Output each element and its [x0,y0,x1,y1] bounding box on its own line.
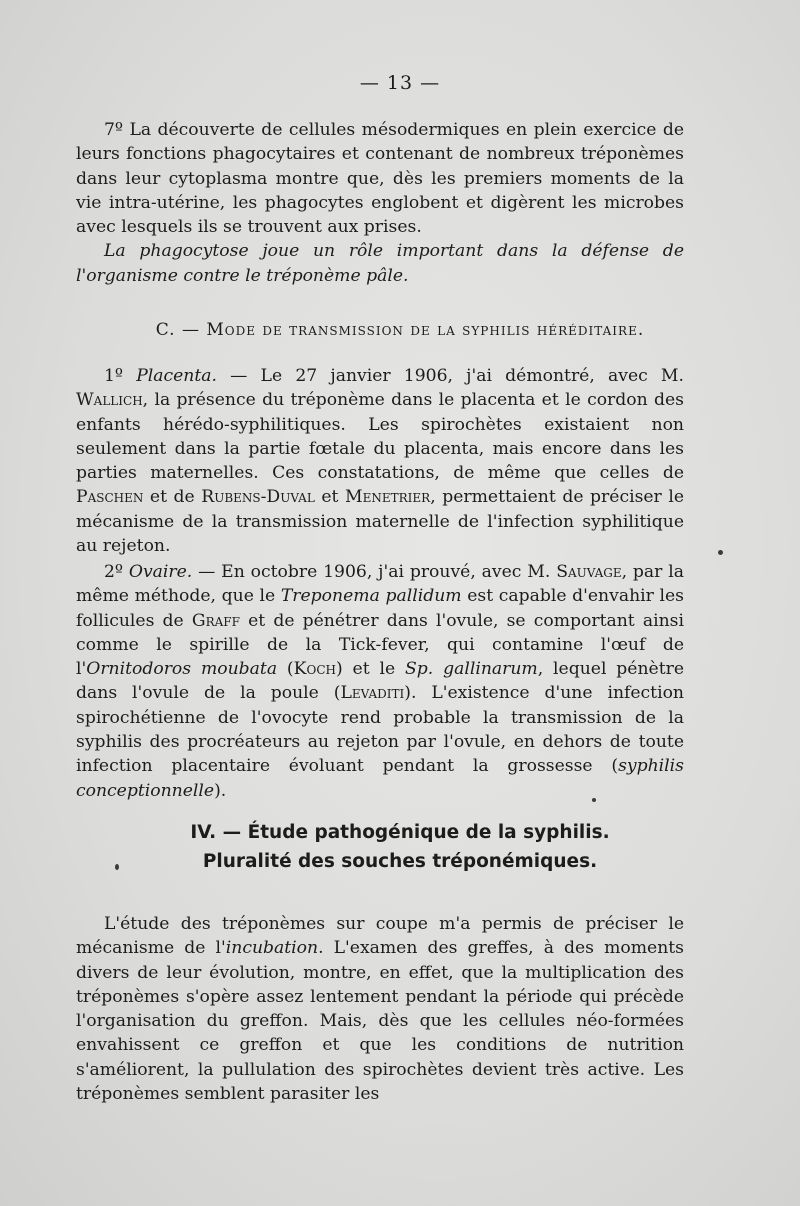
item-2-block [76,560,684,803]
item-2-text-9: ). [214,780,227,801]
item-2-text-5: ( [277,659,294,680]
species-name: Treponema pallidum [280,586,462,607]
italic-term: incubation [225,938,319,959]
item-2-text-6: ) et le [335,659,405,680]
item-7-conclusion [76,239,684,288]
item-7-number: 7º [104,120,130,140]
author-name: Sauvage [556,562,622,582]
closing-paragraph [76,912,684,1106]
italic-conclusion: La phagocytose joue un rôle important dans la défense de l'organisme contre le tréponème pâle. [76,241,684,286]
item-2-paragraph [76,560,684,803]
section-c-title: Mode de transmission de la syphilis héréditaire. [206,320,645,340]
item-7-text: La découverte de cellules mésodermiques en plein exercice de leurs fonctions phagocytaires et contenant de nombreux tréponèmes dans leur cytoplasma montre que, dès les premiers moments de la vie intra-utérine, les phagocytes englobent et digèrent les microbes avec lesquels ils se trouvent aux prises. [76,120,685,238]
item-2-text-4: et de pénétrer dans l'ovule, se comportant ainsi comme le spirille de la Tick-fever, qui contamine l'œuf de l' [76,610,684,680]
item-7-block [76,118,684,288]
item-2-label: Ovaire. [128,562,193,582]
item-2-text-3: est capable d'envahir les follicules de [76,586,684,631]
closing-block [76,912,684,1106]
author-name: Rubens-Duval [201,487,315,508]
author-name: Graff [191,610,240,631]
author-name: Menetrier [345,487,431,508]
page-number: — 13 — [359,72,441,94]
ink-spot [115,864,119,870]
author-name: Koch [293,659,336,680]
item-1-text-5: , permettaient de préciser le mécanisme de la transmission maternelle de l'infection syphilitique au rejeton. [76,487,684,557]
section-iv-line-1: IV. — Étude pathogénique de la syphilis. [190,822,610,843]
species-name: Sp. gallinarum [404,659,538,680]
item-7-paragraph [76,118,684,239]
item-2-text-1: — En octobre 1906, j'ai prouvé, avec M. [192,562,557,582]
item-1-text-2: , la présence du tréponème dans le placenta et le cordon des enfants hérédo-syphilitiques. Les spirochètes existaient non seulement dans la partie fœtale du placenta, mais encore dans les parties maternelles. Ces constatations, de même que celles de [76,390,684,484]
closing-text-1: L'étude des tréponèmes sur coupe m'a permis de préciser le mécanisme de l' [76,914,684,959]
author-name: Wallich [76,390,143,411]
section-c-prefix: C. — [155,320,207,340]
author-name: Paschen [76,487,144,508]
item-1-text-3: et de [143,487,202,508]
closing-text-2: . L'examen des greffes, à des moments divers de leur évolution, montre, en effet, que la multiplication des tréponèmes s'opère assez lentement pendant la période qui précède l'organisation du greffon. Mais, dès que les cellules néo-formées envahissent ce greffon et que les conditions de nutrition s'améliorent, la pullulation des spirochètes devient très active. Les tréponèmes semblent parasiter les [76,938,684,1105]
section-c-heading [0,320,800,340]
italic-term: syphilis conceptionnelle [76,756,684,801]
section-iv-line-2: Pluralité des souches tréponémiques. [202,851,598,872]
section-iv-heading [0,818,800,876]
item-1-number: 1º [104,366,137,386]
species-name: Ornitodoros moubata [86,659,278,680]
ink-spot [718,550,723,555]
item-2-text-7: , lequel pénètre dans l'ovule de la poule ( [76,659,685,704]
item-1-block [76,364,684,558]
item-2-text-8: ). L'existence d'une infection spirochétienne de l'ovocyte rend probable la transmission de la syphilis des procréateurs au rejeton par l'ovule, en dehors de toute infection placentaire évoluant pendant la grossesse ( [76,683,684,777]
item-1-text-1: — Le 27 janvier 1906, j'ai démontré, avec M. [217,366,684,386]
item-1-text-4: et [314,487,345,508]
item-1-paragraph [76,364,684,558]
item-2-text-2: , par la même méthode, que le [76,562,684,607]
author-name: Levaditi [340,683,405,704]
item-2-number: 2º [104,562,129,582]
item-1-label: Placenta. [136,366,217,386]
ink-spot [592,798,596,802]
